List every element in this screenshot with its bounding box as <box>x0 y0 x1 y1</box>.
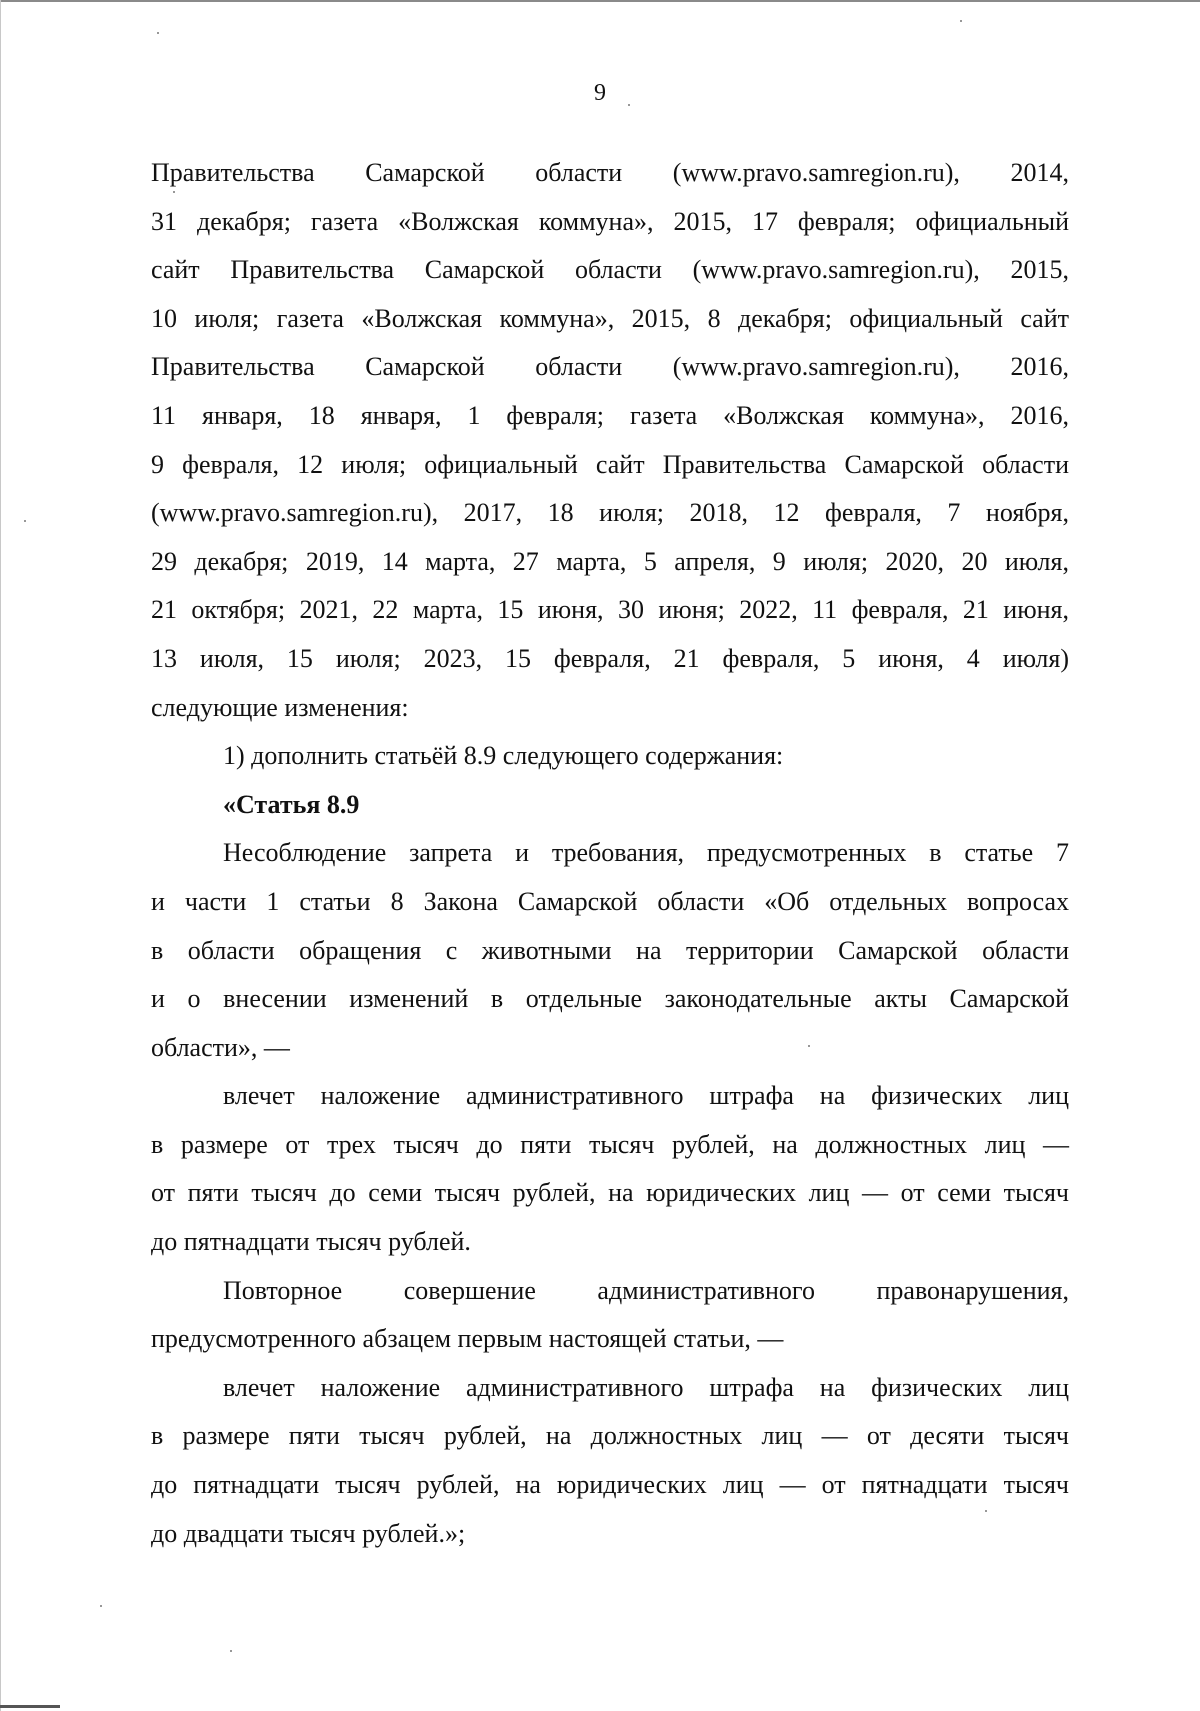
document-body <box>151 149 1069 1558</box>
text-line: влечет наложение административного штрафа на физических лиц <box>223 1081 1069 1111</box>
page-left-edge <box>0 0 1 1711</box>
scan-speck <box>100 1605 102 1607</box>
text-line: Несоблюдение запрета и требования, предусмотренных в статье 7 <box>223 838 1069 868</box>
text-line: 13 июля, 15 июля; 2023, 15 февраля, 21 февраля, 5 июня, 4 июля) <box>151 643 1069 673</box>
text-line: 29 декабря; 2019, 14 марта, 27 марта, 5 апреля, 9 июля; 2020, 20 июля, <box>151 546 1069 576</box>
scan-speck <box>24 520 26 522</box>
text-line: и части 1 статьи 8 Закона Самарской области «Об отдельных вопросах <box>151 886 1069 916</box>
text-line: в размере от трех тысяч до пяти тысяч рублей, на должностных лиц — <box>151 1129 1069 1159</box>
text-line: и о внесении изменений в отдельные законодательные акты Самарской <box>151 984 1069 1014</box>
article-heading: «Статья 8.9 <box>223 789 360 819</box>
text-line: Правительства Самарской области (www.pravo.samregion.ru), 2016, <box>151 352 1069 382</box>
text-line: 21 октября; 2021, 22 марта, 15 июня, 30 июня; 2022, 11 февраля, 21 июня, <box>151 595 1069 625</box>
scan-speck <box>960 20 962 22</box>
scan-speck <box>230 1650 232 1652</box>
text-line: следующие изменения: <box>151 692 409 722</box>
text-line: 31 декабря; газета «Волжская коммуна», 2015, 17 февраля; официальный <box>151 206 1069 236</box>
text-line: до пятнадцати тысяч рублей, на юридических лиц — от пятнадцати тысяч <box>151 1470 1069 1500</box>
text-line: области», — <box>151 1032 290 1062</box>
page-top-edge <box>0 0 1200 2</box>
text-line: 10 июля; газета «Волжская коммуна», 2015, 8 декабря; официальный сайт <box>151 303 1069 333</box>
page-number: 9 <box>594 80 606 106</box>
text-line: 9 февраля, 12 июля; официальный сайт Правительства Самарской области <box>151 449 1069 479</box>
text-line: сайт Правительства Самарской области (www.pravo.samregion.ru), 2015, <box>151 255 1069 285</box>
text-line: Повторное совершение административного правонарушения, <box>223 1275 1069 1305</box>
text-line: влечет наложение административного штрафа на физических лиц <box>223 1372 1069 1402</box>
text-line: (www.pravo.samregion.ru), 2017, 18 июля; 2018, 12 февраля, 7 ноября, <box>151 498 1069 528</box>
text-line: в области обращения с животными на территории Самарской области <box>151 935 1069 965</box>
scan-speck <box>985 1510 987 1512</box>
scan-edge-mark <box>0 1705 60 1708</box>
text-line: от пяти тысяч до семи тысяч рублей, на юридических лиц — от семи тысяч <box>151 1178 1069 1208</box>
scan-speck <box>628 104 630 106</box>
scan-speck <box>173 191 175 193</box>
text-line: до двадцати тысяч рублей.»; <box>151 1518 466 1548</box>
text-line: Правительства Самарской области (www.pravo.samregion.ru), 2014, <box>151 158 1069 187</box>
text-line: до пятнадцати тысяч рублей. <box>151 1227 471 1257</box>
list-item-amendment: 1) дополнить статьёй 8.9 следующего содержания: <box>223 741 784 771</box>
scan-speck <box>157 32 159 34</box>
text-line: предусмотренного абзацем первым настоящей статьи, — <box>151 1324 784 1354</box>
text-line: 11 января, 18 января, 1 февраля; газета «Волжская коммуна», 2016, <box>151 400 1069 430</box>
scan-speck <box>808 1045 810 1047</box>
text-line: в размере пяти тысяч рублей, на должностных лиц — от десяти тысяч <box>151 1421 1069 1451</box>
